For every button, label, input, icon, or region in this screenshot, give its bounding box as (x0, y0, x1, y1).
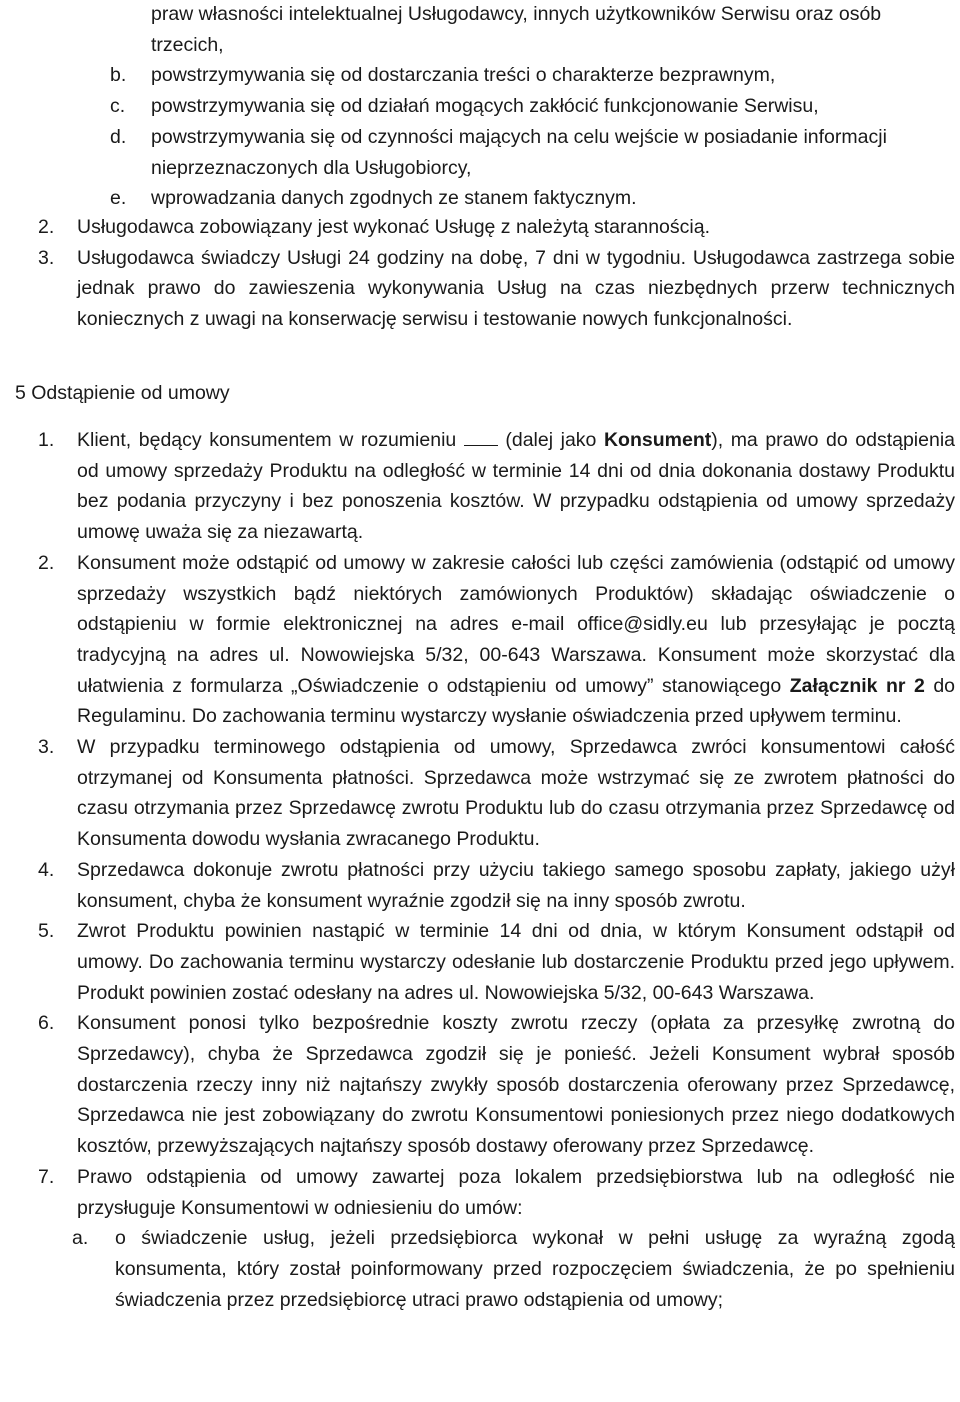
blank-underline (464, 425, 498, 446)
defined-term: Konsument (603, 429, 712, 451)
list-item-text: wprowadzania danych zgodnych ze stanem faktycznym. (151, 187, 637, 210)
list-item (38, 916, 955, 1008)
list-item-text: praw własności intelektualnej Usługodawcy, innych użytkowników Serwisu oraz osób trzecich, (151, 3, 882, 56)
list-item (110, 183, 955, 214)
attachment-reference: Załącznik nr 2 (789, 674, 925, 697)
sub-list-item-label: a. (72, 1227, 89, 1250)
withdrawal-list (38, 425, 955, 1315)
list-item-number: 4. (38, 858, 55, 881)
list-item-text-part: ), ma prawo do odstąpienia od umowy sprzedaży Produktu na odległość w terminie 14 dni od dnia dokonania dostawy Produktu bez podania przyczyny i bez ponoszenia kosztów. W przypadku odstąpienia od umowy sprzedaży umowę uważa się za niezawartą. (77, 429, 956, 544)
list-item-text: Usługodawca świadczy Usługi 24 godziny na dobę, 7 dni w tygodniu. Usługodawca zastrzega sobie jednak prawo do zawieszenia wykonywania Usług na czas niezbędnych przerw technicznych koniecznych z uwagi na konserwację serwisu i testowanie nowych funkcjonalności. (77, 246, 955, 331)
list-item-number: 3. (38, 246, 55, 269)
list-item (110, 122, 955, 183)
list-item-label: e. (110, 187, 127, 210)
list-item-text: Konsument ponosi tylko bezpośrednie koszty zwrotu rzeczy (opłata za przesyłkę zwrotną do Sprzedawcy), chyba że Sprzedawca zgodził się je ponieść. Jeżeli Konsument wybrał sposób dostarczenia rzeczy inny niż najtańszy zwykły sposób dostarczenia oferowany przez Sprzedawcę, Sprzedawca nie jest zobowiązany do zwrotu Konsumentowi poniesionych przez niego dodatkowych kosztów, przewyższających najtańszy sposób dostawy oferowany przez Sprzedawcę. (77, 1012, 955, 1158)
list-item-text-part: Klient, będący konsumentem w rozumieniu (77, 429, 464, 451)
list-item-number: 7. (38, 1165, 55, 1188)
list-item-number: 2. (38, 551, 55, 574)
list-item (38, 1008, 955, 1162)
list-item-text: powstrzymywania się od czynności mających na celu wejście w posiadanie informacji nieprzeznaczonych dla Usługobiorcy, (151, 125, 887, 179)
list-item (38, 1162, 955, 1223)
list-item-text: W przypadku terminowego odstąpienia od umowy, Sprzedawca zwróci konsumentowi całość otrzymanej od Konsumenta płatności. Sprzedawca może wstrzymać się ze zwrotem płatności do czasu otrzymania przez Sprzedawcę zwrotu Produktu lub do czasu otrzymania przez Sprzedawcę od Konsumenta dowodu wysłania zwracanego Produktu. (77, 736, 955, 851)
list-item-text-part: do Regulaminu. Do zachowania terminu wystarczy wysłanie oświadczenia przed upływem terminu. (77, 674, 956, 728)
list-item (38, 425, 955, 548)
list-item-text-part: Konsument może odstąpić od umowy w zakresie całości lub części zamówienia (odstąpić od umowy sprzedaży wszystkich bądź niektórych zamówionych Produktów) składając oświadczenie o odstąpieniu w formie elektronicznej na adres e-mail office@sidly.eu lub przesyłając je pocztą tradycyjną na adres ul. Nowowiejska 5/32, 00-643 Warszawa. Konsument może skorzystać dla ułatwienia z formularza „Oświadczenie o odstąpieniu od umowy” stanowiącego (77, 551, 955, 697)
list-item-text: powstrzymywania się od dostarczania treści o charakterze bezprawnym, (151, 64, 776, 87)
list-item-label: b. (110, 64, 127, 87)
list-item-number: 2. (38, 216, 55, 238)
list-item (38, 212, 955, 243)
list-item-text: powstrzymywania się od działań mogących zakłócić funkcjonowanie Serwisu, (151, 95, 819, 118)
list-item-number: 6. (38, 1012, 55, 1035)
list-item (38, 243, 955, 335)
list-item-text: Sprzedawca dokonuje zwrotu płatności przy użyciu takiego samego sposobu zapłaty, jakiego użył konsument, chyba że konsument wyraźnie zgodził się na inny sposób zwrotu. (77, 858, 955, 912)
list-item-text: Zwrot Produktu powinien nastąpić w terminie 14 dni od dnia, w którym Konsument odstąpił od umowy. Do zachowania terminu wystarczy odesłanie lub dostarczenie Produktu przed jego upływem. Produkt powinien zostać odesłany na adres ul. Nowowiejska 5/32, 00-643 Warszawa. (77, 920, 955, 1004)
list-item-text-part: (dalej jako (497, 429, 604, 451)
list-item-label: d. (110, 125, 127, 148)
provider-obligations-list (38, 212, 955, 335)
list-item (38, 732, 955, 855)
list-item (110, 60, 955, 91)
obligations-sublist (110, 0, 955, 214)
list-item (38, 548, 955, 732)
list-item-number: 3. (38, 736, 55, 759)
section-heading: 5 Odstąpienie od umowy (15, 382, 230, 404)
list-item-number: 5. (38, 920, 55, 943)
list-item (38, 855, 955, 916)
list-item-label: c. (110, 95, 126, 118)
list-item-text: Prawo odstąpienia od umowy zawartej poza lokalem przedsiębiorstwa lub na odległość nie przysługuje Konsumentowi w odniesieniu do umów: (77, 1165, 955, 1219)
list-item-number: 1. (38, 429, 55, 451)
list-item (110, 91, 955, 122)
list-item-text: Usługodawca zobowiązany jest wykonać Usługę z należytą starannością. (77, 216, 710, 238)
sub-list-item-text: o świadczenie usług, jeżeli przedsiębiorca wykonał w pełni usługę za wyraźną zgodą konsumenta, który został poinformowany przed rozpoczęciem świadczenia, że po spełnieniu świadczenia przez przedsiębiorcę utraci prawo odstąpienia od umowy; (115, 1227, 955, 1311)
sub-list-item (0, 1223, 955, 1315)
list-item (110, 0, 955, 60)
